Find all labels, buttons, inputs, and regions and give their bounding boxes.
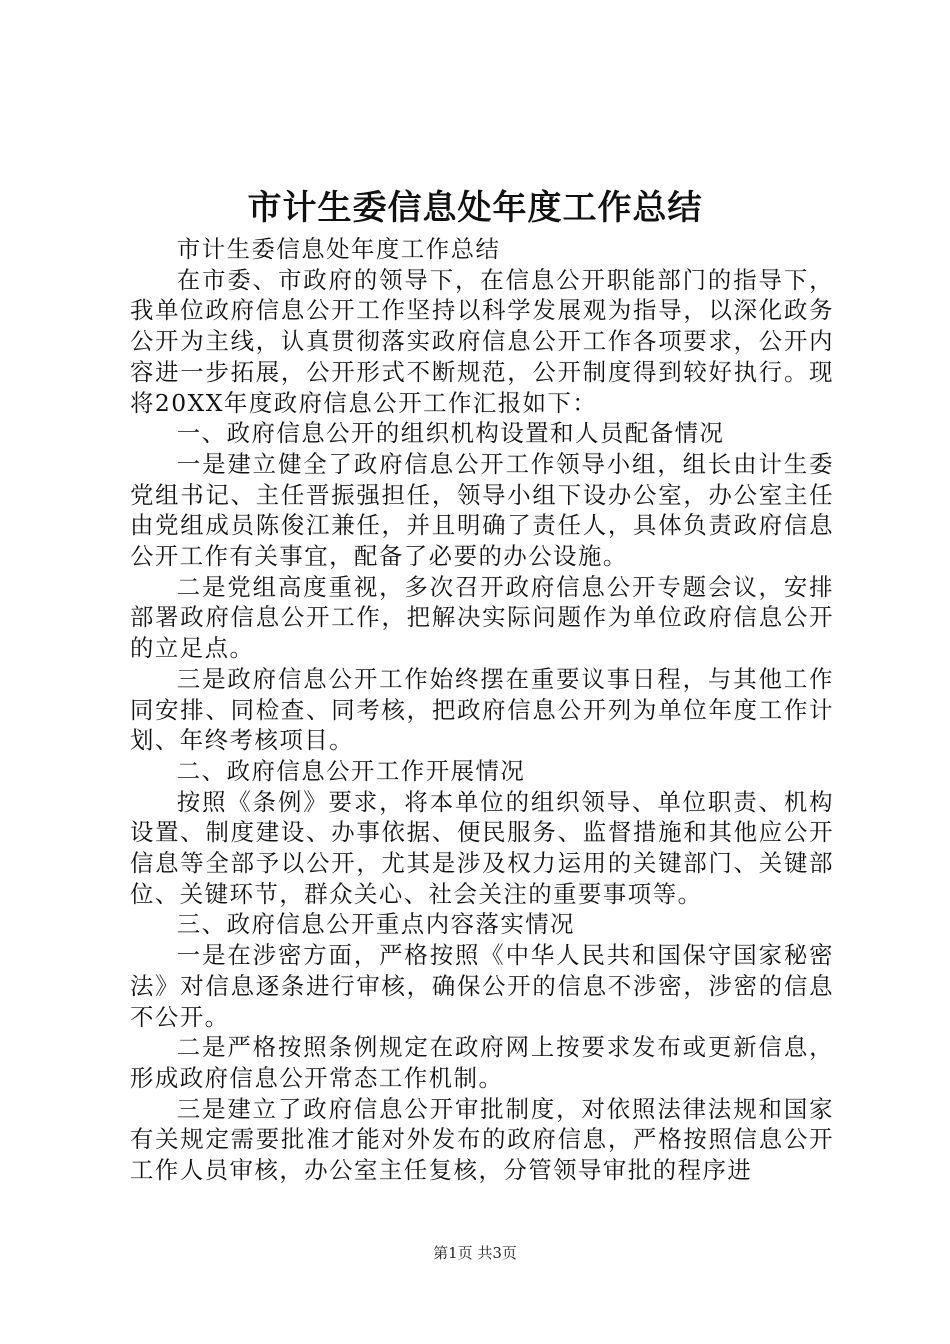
section-heading-2: 二、政府信息公开工作开展情况 — [176, 756, 526, 785]
paragraph-subtitle: 市计生委信息处年度工作总结 — [176, 235, 501, 263]
document-body — [130, 234, 834, 1186]
paragraph: 二是严格按照条例规定在政府网上按要求发布或更新信息，形成政府信息公开常态工作机制。 — [130, 1033, 834, 1092]
paragraph: 一是建立健全了政府信息公开工作领导小组，组长由计生委党组书记、主任晋振强担任，领导小组下设办公室，办公室主任由党组成员陈俊江兼任，并且明确了责任人，具体负责政府信息公开工作有关事宜，配备了必要的办公设施。 — [130, 449, 834, 571]
paragraph-intro: 在市委、市政府的领导下，在信息公开职能部门的指导下，我单位政府信息公开工作坚持以科学发展观为指导，以深化政务公开为主线，认真贯彻落实政府信息公开工作各项要求，公开内容进一步拓展，公开形式不断规范，公开制度得到较好执行。现将20XX年度政府信息公开工作汇报如下： — [130, 265, 834, 417]
page-number-footer: 第1页 共3页 — [433, 1244, 517, 1262]
paragraph: 二是党组高度重视，多次召开政府信息公开专题会议，安排部署政府信息公开工作，把解决实际问题作为单位政府信息公开的立足点。 — [130, 572, 834, 663]
paragraph: 三是建立了政府信息公开审批制度，对依照法律法规和国家有关规定需要批准才能对外发布的政府信息，严格按照信息公开工作人员审核，办公室主任复核，分管领导审批的程序进 — [130, 1094, 834, 1185]
paragraph: 一是在涉密方面，严格按照《中华人民共和国保守国家秘密法》对信息逐条进行审核，确保公开的信息不涉密，涉密的信息不公开。 — [130, 941, 834, 1031]
paragraph: 按照《条例》要求，将本单位的组织领导、单位职责、机构设置、制度建设、办事依据、便民服务、监督措施和其他应公开信息等全部予以公开，尤其是涉及权力运用的关键部门、关键部位、关键环节，群众关心、社会关注的重要事项等。 — [130, 787, 834, 908]
section-heading-3: 三、政府信息公开重点内容落实情况 — [176, 910, 576, 939]
paragraph: 三是政府信息公开工作始终摆在重要议事日程，与其他工作同安排、同检查、同考核，把政府信息公开列为单位年度工作计划、年终考核项目。 — [130, 664, 834, 755]
section-heading-1: 一、政府信息公开的组织机构设置和人员配备情况 — [176, 419, 725, 448]
document-title: 市计生委信息处年度工作总结 — [247, 188, 703, 228]
